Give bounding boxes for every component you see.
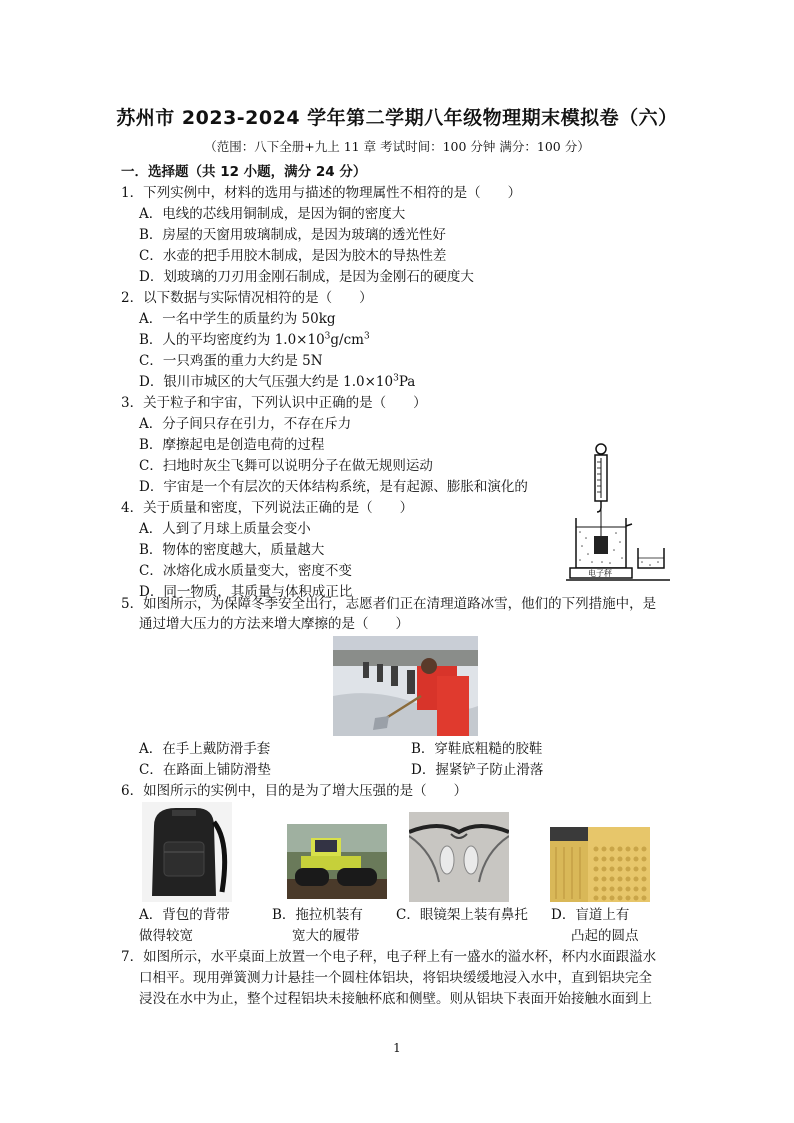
q6-stem: 6．如图所示的实例中，目的是为了增大压强的是（ ） (121, 783, 468, 799)
q5-stem-line2: 通过增大压力的方法来增大摩擦的是（ ） (139, 616, 409, 632)
q4-option-a: A．人到了月球上质量会变小 (139, 521, 311, 537)
q1-option-d: D．划玻璃的刀刃用金刚石制成，是因为金刚石的硬度大 (139, 269, 474, 285)
q1-option-b: B．房屋的天窗用玻璃制成，是因为玻璃的透光性好 (139, 227, 446, 243)
q1-option-a: A．电线的芯线用铜制成，是因为铜的密度大 (139, 206, 406, 222)
q7-stem-line2: 口相平。现用弹簧测力计悬挂一个圆柱体铝块，将铝块缓缓地浸入水中，直到铝块完全 (139, 970, 652, 986)
q1-option-c: C．水壶的把手用胶木制成，是因为胶木的导热性差 (139, 248, 447, 264)
tactile-paving-photo (550, 827, 650, 902)
q4-option-b: B．物体的密度越大，质量越大 (139, 542, 325, 558)
q5-option-a: A．在手上戴防滑手套 (139, 741, 271, 757)
q6-option-d-line1: D．盲道上有 (551, 907, 630, 923)
snow-clearing-photo (333, 636, 478, 736)
q3-option-c: C．扫地时灰尘飞舞可以说明分子在做无规则运动 (139, 458, 433, 474)
q1-stem: 1．下列实例中，材料的选用与描述的物理属性不相符的是（ ） (121, 185, 522, 201)
q6-option-b-line2: 宽大的履带 (292, 928, 360, 944)
electronic-scale-label: 电子秤 (588, 569, 612, 578)
page-subtitle: （范围：八下全册+九上 11 章 考试时间：100 分钟 满分：100 分） (204, 139, 590, 154)
q6-option-a-line2: 做得较宽 (139, 928, 193, 944)
backpack-photo (142, 802, 232, 902)
spring-scale-overflow-cup-figure (566, 440, 670, 585)
page-number: 1 (393, 1041, 401, 1055)
q3-option-b: B．摩擦起电是创造电荷的过程 (139, 437, 325, 453)
q7-stem-line1: 7．如图所示，水平桌面上放置一个电子秤，电子秤上有一盛水的溢水杯，杯内水面跟溢水 (121, 949, 657, 965)
q5-option-c: C．在路面上铺防滑垫 (139, 762, 271, 778)
q2-option-b: B．人的平均密度约为 $1.0\times 10^3g/cm^3$ (139, 331, 370, 348)
q3-option-d: D．宇宙是一个有层次的天体结构系统，是有起源、膨胀和演化的 (139, 479, 528, 495)
glasses-nose-pad-photo (409, 812, 509, 902)
q2-option-d: D．银川市城区的大气压强大约是 $1.0\times 10^3Pa$ (139, 373, 416, 390)
q2-option-c: C．一只鸡蛋的重力大约是 5N (139, 353, 323, 369)
page-title: 苏州市 2023-2024 学年第二学期八年级物理期末模拟卷（六） (116, 107, 678, 129)
q3-stem: 3．关于粒子和宇宙，下列认识中正确的是（ ） (121, 395, 427, 411)
q5-option-b: B．穿鞋底粗糙的胶鞋 (411, 741, 543, 757)
q6-option-c-line1: C．眼镜架上装有鼻托 (396, 907, 528, 923)
tractor-photo (287, 824, 387, 899)
q4-stem: 4．关于质量和密度，下列说法正确的是（ ） (121, 500, 414, 516)
q4-option-d: D．同一物质，其质量与体积成正比 (139, 584, 353, 600)
q2-option-a: A．一名中学生的质量约为 50kg (139, 311, 336, 327)
q6-option-b-line1: B．拖拉机装有 (272, 907, 363, 923)
q5-stem-line1: 5．如图所示，为保障冬季安全出行，志愿者们正在清理道路冰雪，他们的下列措施中，是 (121, 596, 657, 612)
q7-stem-line3: 浸没在水中为止，整个过程铝块未接触杯底和侧壁。则从铝块下表面开始接触水面到上 (139, 991, 652, 1007)
q5-option-d: D．握紧铲子防止滑落 (411, 762, 544, 778)
q6-option-a-line1: A．背包的背带 (139, 907, 230, 923)
q3-option-a: A．分子间只存在引力，不存在斥力 (139, 416, 352, 432)
section-heading: 一．选择题（共 12 小题，满分 24 分） (121, 164, 367, 180)
q2-stem: 2．以下数据与实际情况相符的是（ ） (121, 290, 373, 306)
q4-option-c: C．冰熔化成水质量变大，密度不变 (139, 563, 352, 579)
q6-option-d-line2: 凸起的圆点 (571, 928, 639, 944)
